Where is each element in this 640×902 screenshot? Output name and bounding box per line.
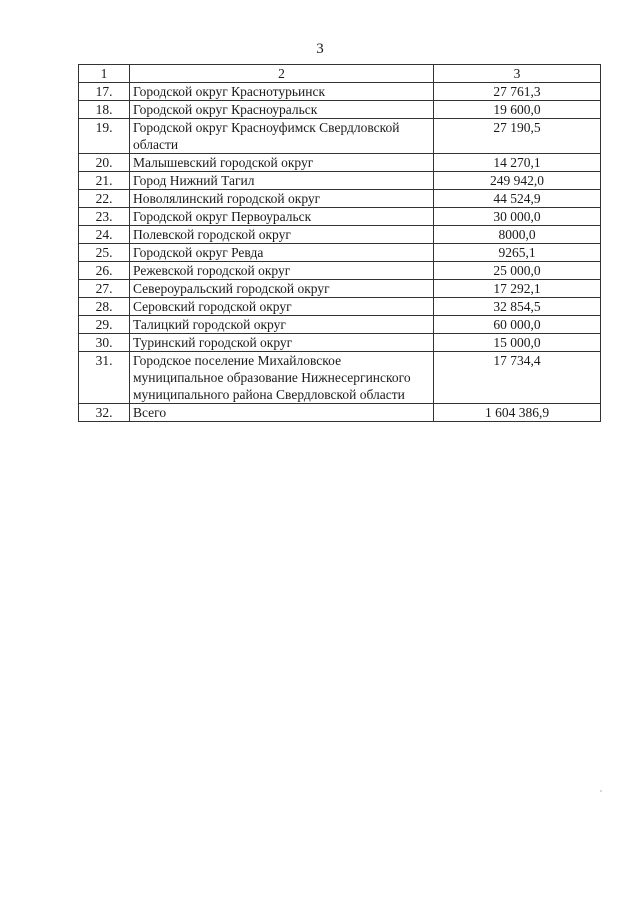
row-name: Городской округ Первоуральск [130,208,434,226]
table-row [79,334,601,352]
row-amount: 1 604 386,9 [434,404,601,422]
budget-table-body [79,65,601,422]
table-row [79,190,601,208]
row-amount: 8000,0 [434,226,601,244]
table-row [79,316,601,334]
row-amount: 30 000,0 [434,208,601,226]
header-cell-name: 2 [130,65,434,83]
row-amount: 60 000,0 [434,316,601,334]
row-amount: 14 270,1 [434,154,601,172]
table-row [79,119,601,154]
row-number: 29. [79,316,130,334]
table-row [79,352,601,404]
header-cell-number: 1 [79,65,130,83]
row-number: 31. [79,352,130,404]
table-row [79,154,601,172]
row-number: 20. [79,154,130,172]
row-number: 25. [79,244,130,262]
row-name: Городской округ Ревда [130,244,434,262]
table-total-row [79,404,601,422]
table-row [79,172,601,190]
row-amount: 27 761,3 [434,83,601,101]
row-number: 24. [79,226,130,244]
row-name: Талицкий городской округ [130,316,434,334]
row-number: 18. [79,101,130,119]
row-name: Малышевский городской округ [130,154,434,172]
row-name: Городской округ Красноуфимск Свердловской области [130,119,434,154]
budget-table [78,64,601,422]
row-name: Городское поселение Михайловское муниципальное образование Нижнесергинского муниципального района Свердловской области [130,352,434,404]
row-name: Полевской городской округ [130,226,434,244]
row-number: 27. [79,280,130,298]
table-row [79,298,601,316]
table-row [79,101,601,119]
row-number: 28. [79,298,130,316]
table-row [79,226,601,244]
header-cell-amount: 3 [434,65,601,83]
row-name: Новолялинский городской округ [130,190,434,208]
row-number: 30. [79,334,130,352]
row-number: 26. [79,262,130,280]
row-number: 21. [79,172,130,190]
row-number: 23. [79,208,130,226]
row-name: Городской округ Красноуральск [130,101,434,119]
row-number: 19. [79,119,130,154]
row-name: Североуральский городской округ [130,280,434,298]
table-row [79,262,601,280]
row-number: 32. [79,404,130,422]
row-amount: 25 000,0 [434,262,601,280]
row-amount: 27 190,5 [434,119,601,154]
scan-speck [600,790,602,792]
row-amount: 32 854,5 [434,298,601,316]
page-number: 3 [316,41,324,57]
row-name: Город Нижний Тагил [130,172,434,190]
row-number: 22. [79,190,130,208]
row-name: Серовский городской округ [130,298,434,316]
table-row [79,208,601,226]
table-row [79,83,601,101]
table-header-row [79,65,601,83]
row-amount: 9265,1 [434,244,601,262]
row-amount: 19 600,0 [434,101,601,119]
table-row [79,244,601,262]
row-amount: 15 000,0 [434,334,601,352]
row-name: Режевской городской округ [130,262,434,280]
row-name: Всего [130,404,434,422]
row-amount: 44 524,9 [434,190,601,208]
row-amount: 17 292,1 [434,280,601,298]
row-amount: 17 734,4 [434,352,601,404]
row-amount: 249 942,0 [434,172,601,190]
table-row [79,280,601,298]
row-name: Туринский городской округ [130,334,434,352]
row-name: Городской округ Краснотурьинск [130,83,434,101]
row-number: 17. [79,83,130,101]
